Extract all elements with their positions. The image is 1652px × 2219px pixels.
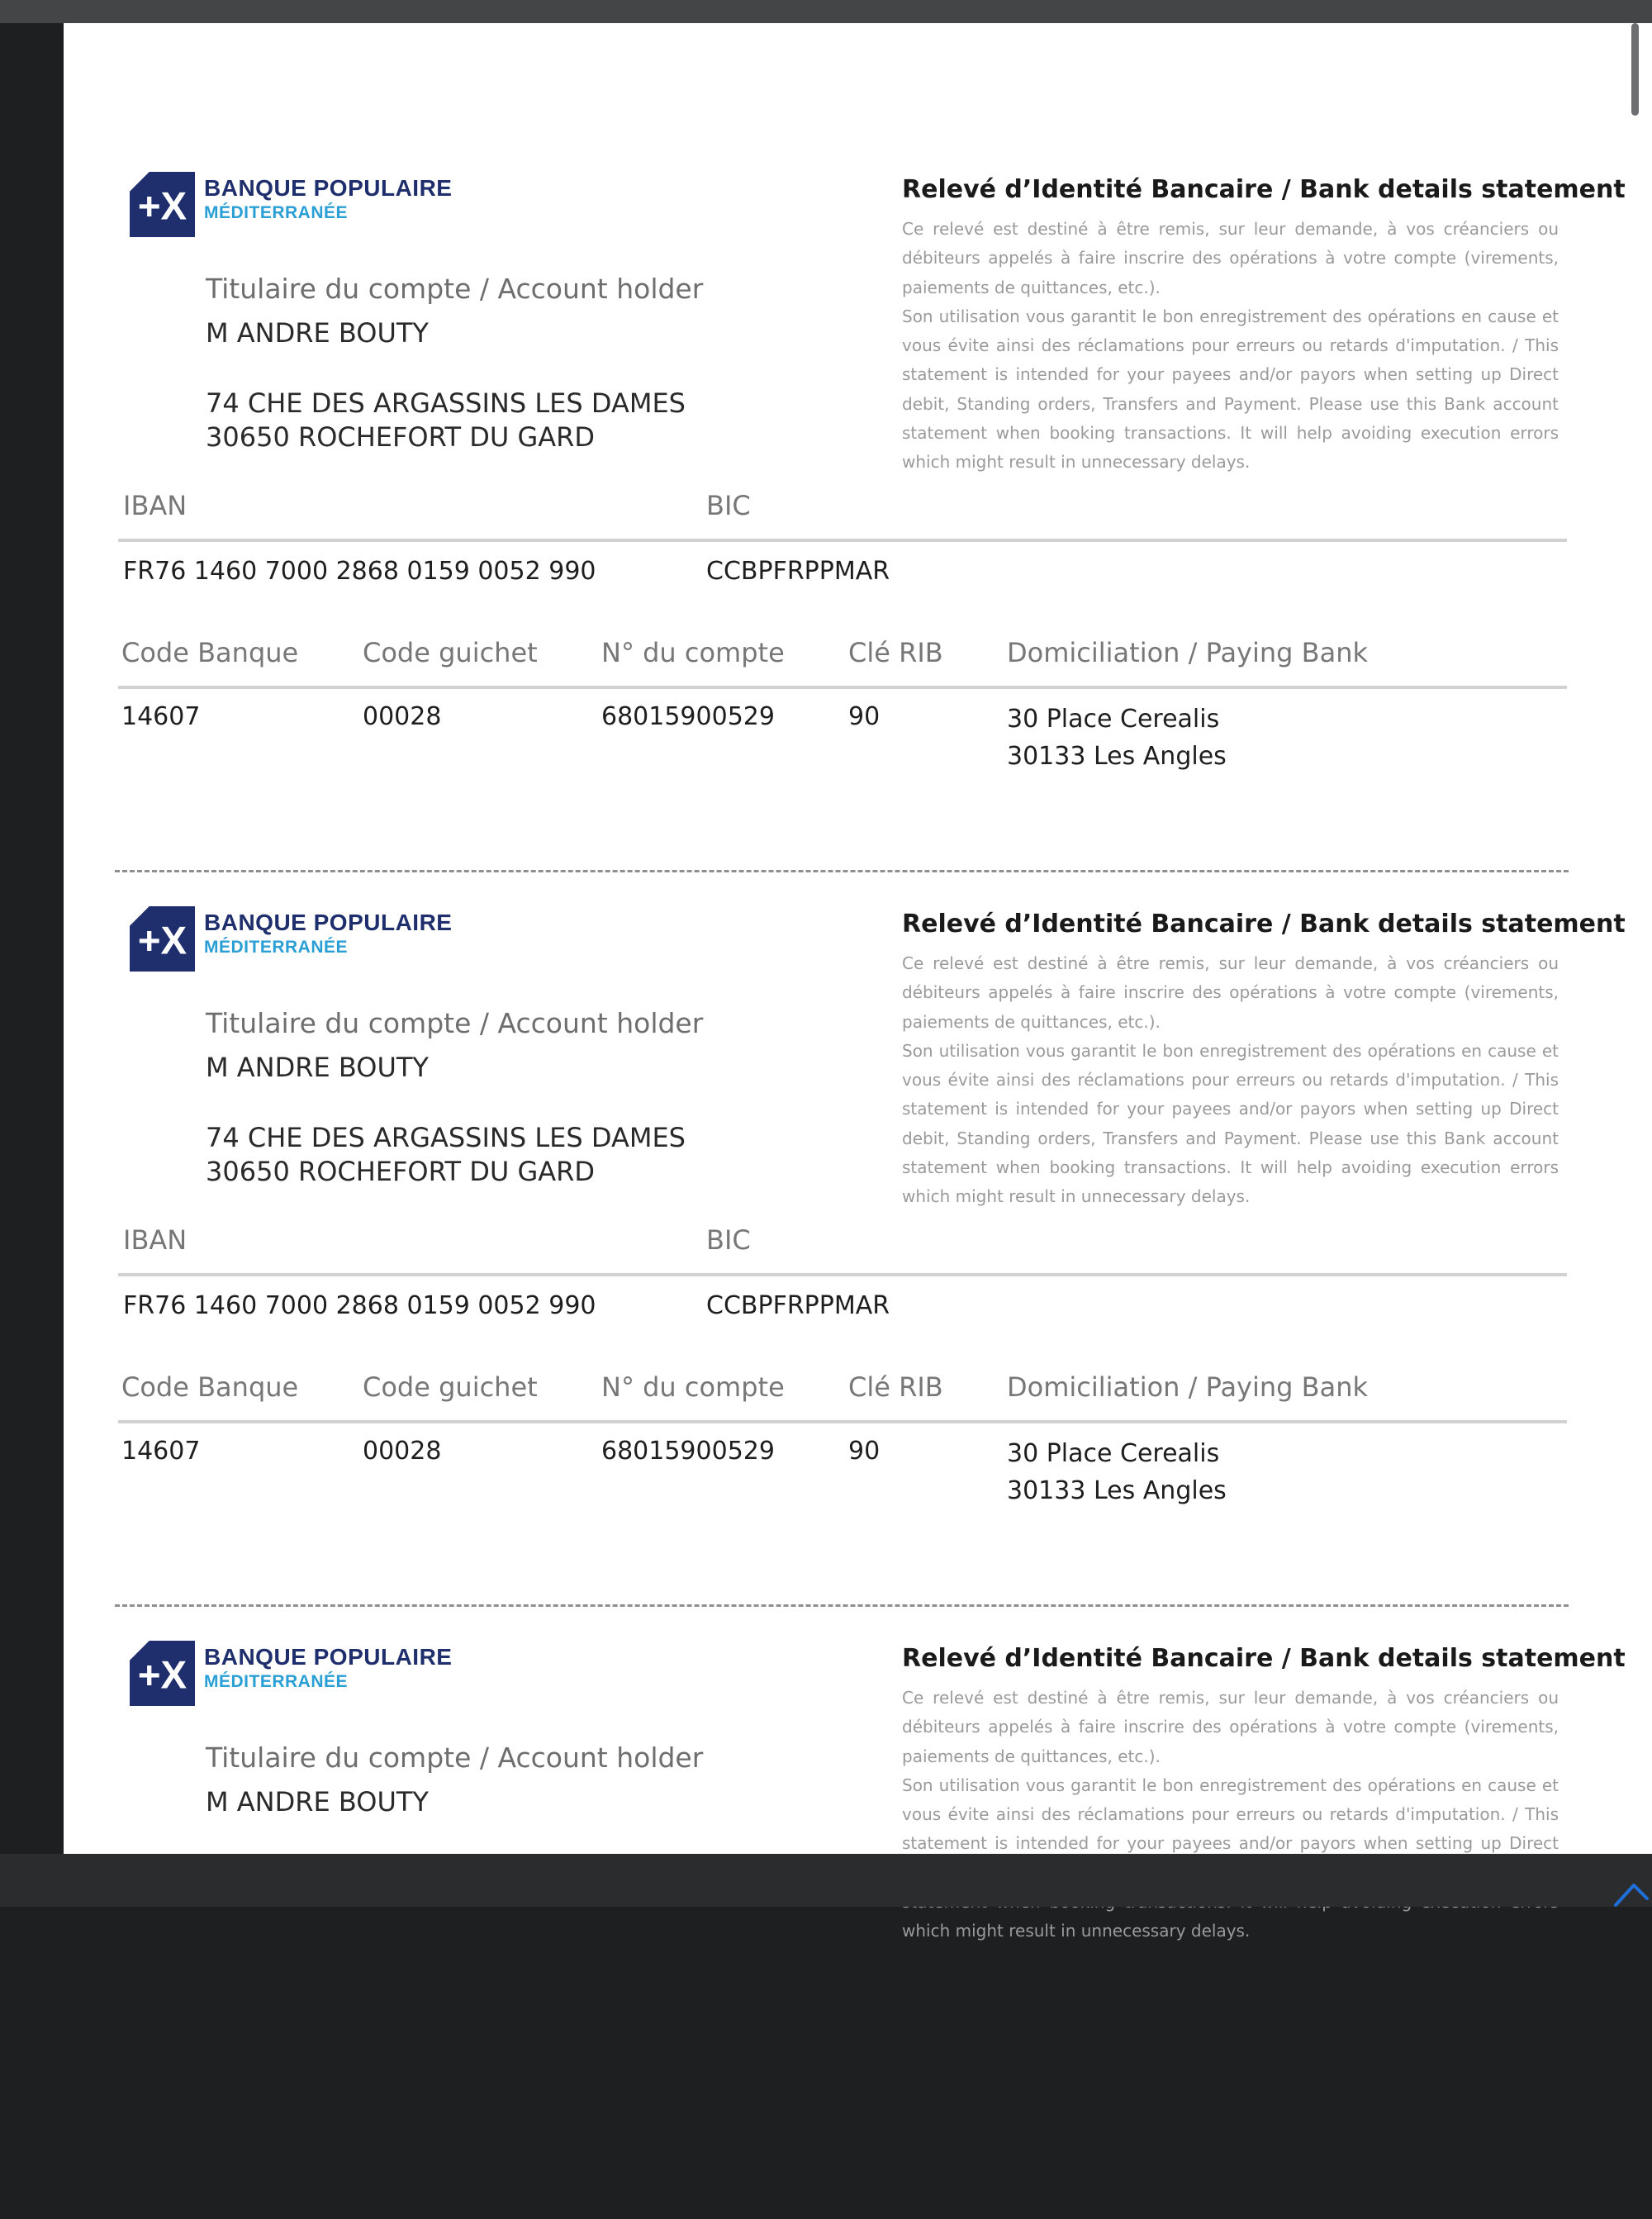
bank-name: BANQUE POPULAIRE (204, 175, 453, 201)
statement-title: Relevé d’Identité Bancaire / Bank details statement (902, 175, 1626, 204)
branch-code-label: Code guichet (363, 637, 538, 668)
domiciliation-label: Domiciliation / Paying Bank (1007, 1371, 1369, 1403)
domiciliation-label: Domiciliation / Paying Bank (1007, 637, 1369, 668)
iban-value: FR76 1460 7000 2868 0159 0052 990 (123, 557, 596, 586)
iban-label: IBAN (123, 490, 188, 521)
statement-text (902, 949, 1559, 1212)
bank-name: BANQUE POPULAIRE (204, 1644, 453, 1670)
rib-block (64, 23, 1641, 771)
bank-logo (130, 172, 477, 246)
bank-logo (130, 1641, 477, 1715)
scrollbar-thumb[interactable] (1631, 23, 1639, 116)
bank-code-label: Code Banque (121, 1371, 299, 1403)
rib-key-value: 90 (848, 1437, 881, 1466)
bic-label: BIC (706, 490, 751, 521)
account-number-label: N° du compte (601, 637, 785, 668)
domiciliation-line-1: 30 Place Cerealis (1007, 705, 1220, 734)
address-line-2: 30650 ROCHEFORT DU GARD (206, 421, 596, 453)
account-number-value: 68015900529 (601, 702, 775, 731)
statement-text (902, 215, 1559, 478)
viewer-top-bar (0, 0, 1652, 23)
rib-key-label: Clé RIB (848, 637, 943, 668)
address-line-2: 30650 ROCHEFORT DU GARD (206, 1156, 596, 1187)
svg-text:+X: +X (137, 919, 188, 963)
branch-code-value: 00028 (363, 702, 442, 731)
document-page (64, 23, 1641, 1941)
statement-title: Relevé d’Identité Bancaire / Bank details statement (902, 910, 1626, 938)
bp-plus-x-icon (130, 172, 195, 237)
bank-code-value: 14607 (121, 702, 201, 731)
rib-block (64, 758, 1641, 1505)
rib-key-value: 90 (848, 702, 881, 731)
account-number-label: N° du compte (601, 1371, 785, 1403)
divider (118, 1420, 1567, 1423)
statement-paragraph-1: Ce relevé est destiné à être remis, sur leur demande, à vos créanciers ou débiteurs appelés à faire inscrire des opérations à votre compte (virements, paiements de quittances, etc.). (902, 219, 1559, 297)
domiciliation-line-1: 30 Place Cerealis (1007, 1439, 1220, 1468)
statement-paragraph-2: Son utilisation vous garantit le bon enregistrement des opérations en cause et vous évite ainsi des réclamations pour erreurs ou retards d'imputation. / This statement is intended for your payees and/or payors when setting up Direct which might result in unnecessary delays. (902, 1775, 1559, 1941)
bank-logo (130, 906, 477, 981)
iban-value: FR76 1460 7000 2868 0159 0052 990 (123, 1291, 596, 1320)
statement-text (902, 1684, 1559, 1946)
address-line-1: 74 CHE DES ARGASSINS LES DAMES (206, 387, 686, 419)
account-number-value: 68015900529 (601, 1437, 775, 1466)
bic-label: BIC (706, 1224, 751, 1256)
rib-key-label: Clé RIB (848, 1371, 943, 1403)
holder-address (206, 1121, 686, 1189)
divider (118, 1273, 1567, 1276)
statement-paragraph-2: Son utilisation vous garantit le bon enregistrement des opérations en cause et vous évite ainsi des réclamations pour erreurs ou retards d'imputation. / This statement is intended for your payees and/or payors when setting up Direct debit, Standing orders, Transfers and Payment. Please use this Bank account statement when booking transactions. It will help avoiding execution errors which might result in unnecessary delays. (902, 1040, 1559, 1207)
holder-address (206, 387, 686, 454)
domiciliation-line-2: 30133 Les Angles (1007, 1476, 1227, 1505)
branch-code-label: Code guichet (363, 1371, 538, 1403)
svg-text:+X: +X (137, 1653, 188, 1698)
statement-paragraph-1: Ce relevé est destiné à être remis, sur leur demande, à vos créanciers ou débiteurs appelés à faire inscrire des opérations à votre compte (virements, paiements de quittances, etc.). (902, 1688, 1559, 1766)
corner-arrow-icon (1611, 1874, 1652, 1907)
bank-region: MÉDITERRANÉE (204, 938, 349, 957)
bp-plus-x-icon (130, 906, 195, 972)
statement-paragraph-1: Ce relevé est destiné à être remis, sur leur demande, à vos créanciers ou débiteurs appelés à faire inscrire des opérations à votre compte (virements, paiements de quittances, etc.). (902, 953, 1559, 1032)
holder-label: Titulaire du compte / Account holder (206, 1007, 704, 1039)
holder-name: M ANDRE BOUTY (206, 1786, 429, 1817)
bank-name: BANQUE POPULAIRE (204, 910, 453, 935)
holder-name: M ANDRE BOUTY (206, 1052, 429, 1083)
svg-text:+X: +X (137, 184, 188, 229)
bank-region: MÉDITERRANÉE (204, 203, 349, 222)
iban-label: IBAN (123, 1224, 188, 1256)
bic-value: CCBPFRPPMAR (706, 1291, 890, 1320)
holder-label: Titulaire du compte / Account holder (206, 1741, 704, 1774)
branch-code-value: 00028 (363, 1437, 442, 1466)
statement-title: Relevé d’Identité Bancaire / Bank details statement (902, 1644, 1626, 1673)
bank-code-value: 14607 (121, 1437, 201, 1466)
bic-value: CCBPFRPPMAR (706, 557, 890, 586)
holder-label: Titulaire du compte / Account holder (206, 273, 704, 305)
scrollbar-track[interactable] (1640, 23, 1652, 1854)
divider (118, 539, 1567, 542)
holder-name: M ANDRE BOUTY (206, 317, 429, 349)
divider (118, 686, 1567, 689)
bank-region: MÉDITERRANÉE (204, 1672, 349, 1691)
domiciliation-line-2: 30133 Les Angles (1007, 742, 1227, 771)
bp-plus-x-icon (130, 1641, 195, 1706)
bank-code-label: Code Banque (121, 637, 299, 668)
statement-paragraph-2: Son utilisation vous garantit le bon enregistrement des opérations en cause et vous évite ainsi des réclamations pour erreurs ou retards d'imputation. / This statement is intended for your payees and/or payors when setting up Direct debit, Standing orders, Transfers and Payment. Please use this Bank account statement when booking transactions. It will help avoiding execution errors which might result in unnecessary delays. (902, 306, 1559, 473)
address-line-1: 74 CHE DES ARGASSINS LES DAMES (206, 1122, 686, 1153)
viewer-bottom-bar (0, 1854, 1652, 1907)
